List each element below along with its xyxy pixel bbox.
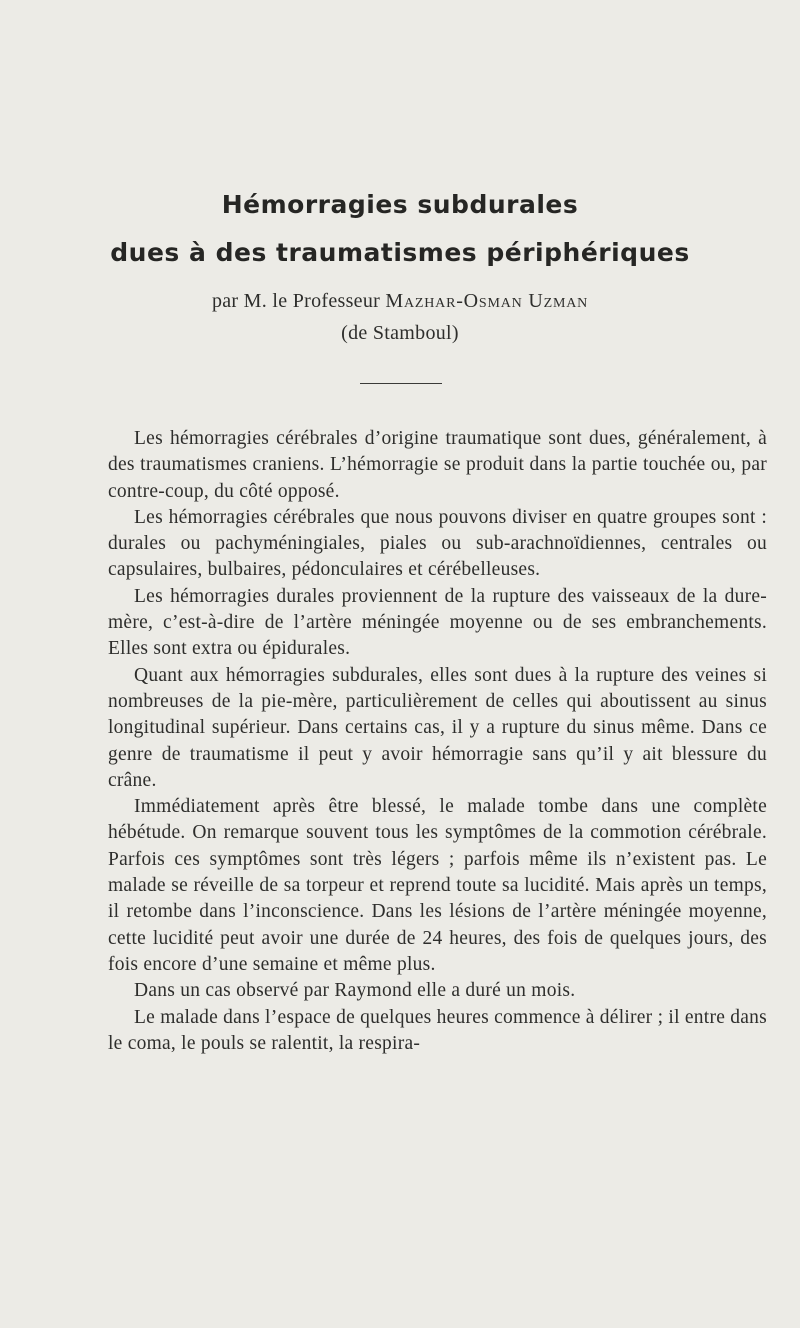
- author-origin: (de Stamboul): [341, 322, 459, 344]
- article-title: Hémorragies subdurales: [221, 190, 579, 219]
- paragraph: Les hémorragies durales proviennent de la rupture des vaisseaux de la dure-mère, c’est-à-dire de l’artère méningée moyenne ou de ses embranchements. Elles sont extra ou épidurales.: [108, 585, 767, 660]
- paragraph: Immédiatement après être blessé, le malade tombe dans une complète hébétude. On remarque souvent tous les symptômes de la commotion cérébrale. Parfois ces symptômes sont très légers ; parfois même ils n’existent pas. Le malade se réveille de sa torpeur et reprend toute sa lucidité. Mais après un temps, il retombe dans l’inconscience. Dans les lésions de l’artère méningée moyenne, cette lucidité peut avoir une durée de 24 heures, des fois de quelques jours, des fois encore d’une semaine et même plus.: [108, 796, 767, 975]
- paragraph: Le malade dans l’espace de quelques heures commence à délirer ; il entre dans le coma, le pouls se ralentit, la respira-: [108, 1006, 767, 1054]
- paragraph: Dans un cas observé par Raymond elle a duré un mois.: [134, 980, 576, 1002]
- paragraph: Les hémorragies cérébrales que nous pouvons diviser en quatre groupes sont : durales ou pachyméningiales, piales ou sub-arachnoïdiennes, centrales ou capsulaires, bulbaires, pédonculaires et cérébelleuses.: [108, 506, 767, 581]
- article-body: [108, 426, 767, 1057]
- article-subtitle: dues à des traumatismes périphériques: [110, 238, 690, 267]
- author-name: Mazhar-Osman Uzman: [385, 290, 589, 312]
- paragraph: Quant aux hémorragies subdurales, elles sont dues à la rupture des veines si nombreuses de la pie-mère, particulièrement de celles qui aboutissent au sinus longitudinal supérieur. Dans certains cas, il y a rupture du sinus même. Dans ce genre de traumatisme il peut y avoir hémorragie sans qu’il y ait blessure du crâne.: [108, 664, 767, 791]
- author-byline: [0, 290, 800, 313]
- byline-prefix: par M. le Professeur: [211, 290, 386, 312]
- paragraph: Les hémorragies cérébrales d’origine traumatique sont dues, généralement, à des traumatismes craniens. L’hémorragie se produit dans la partie touchée ou, par contre-coup, du côté opposé.: [108, 428, 767, 502]
- separator-rule: [360, 383, 442, 384]
